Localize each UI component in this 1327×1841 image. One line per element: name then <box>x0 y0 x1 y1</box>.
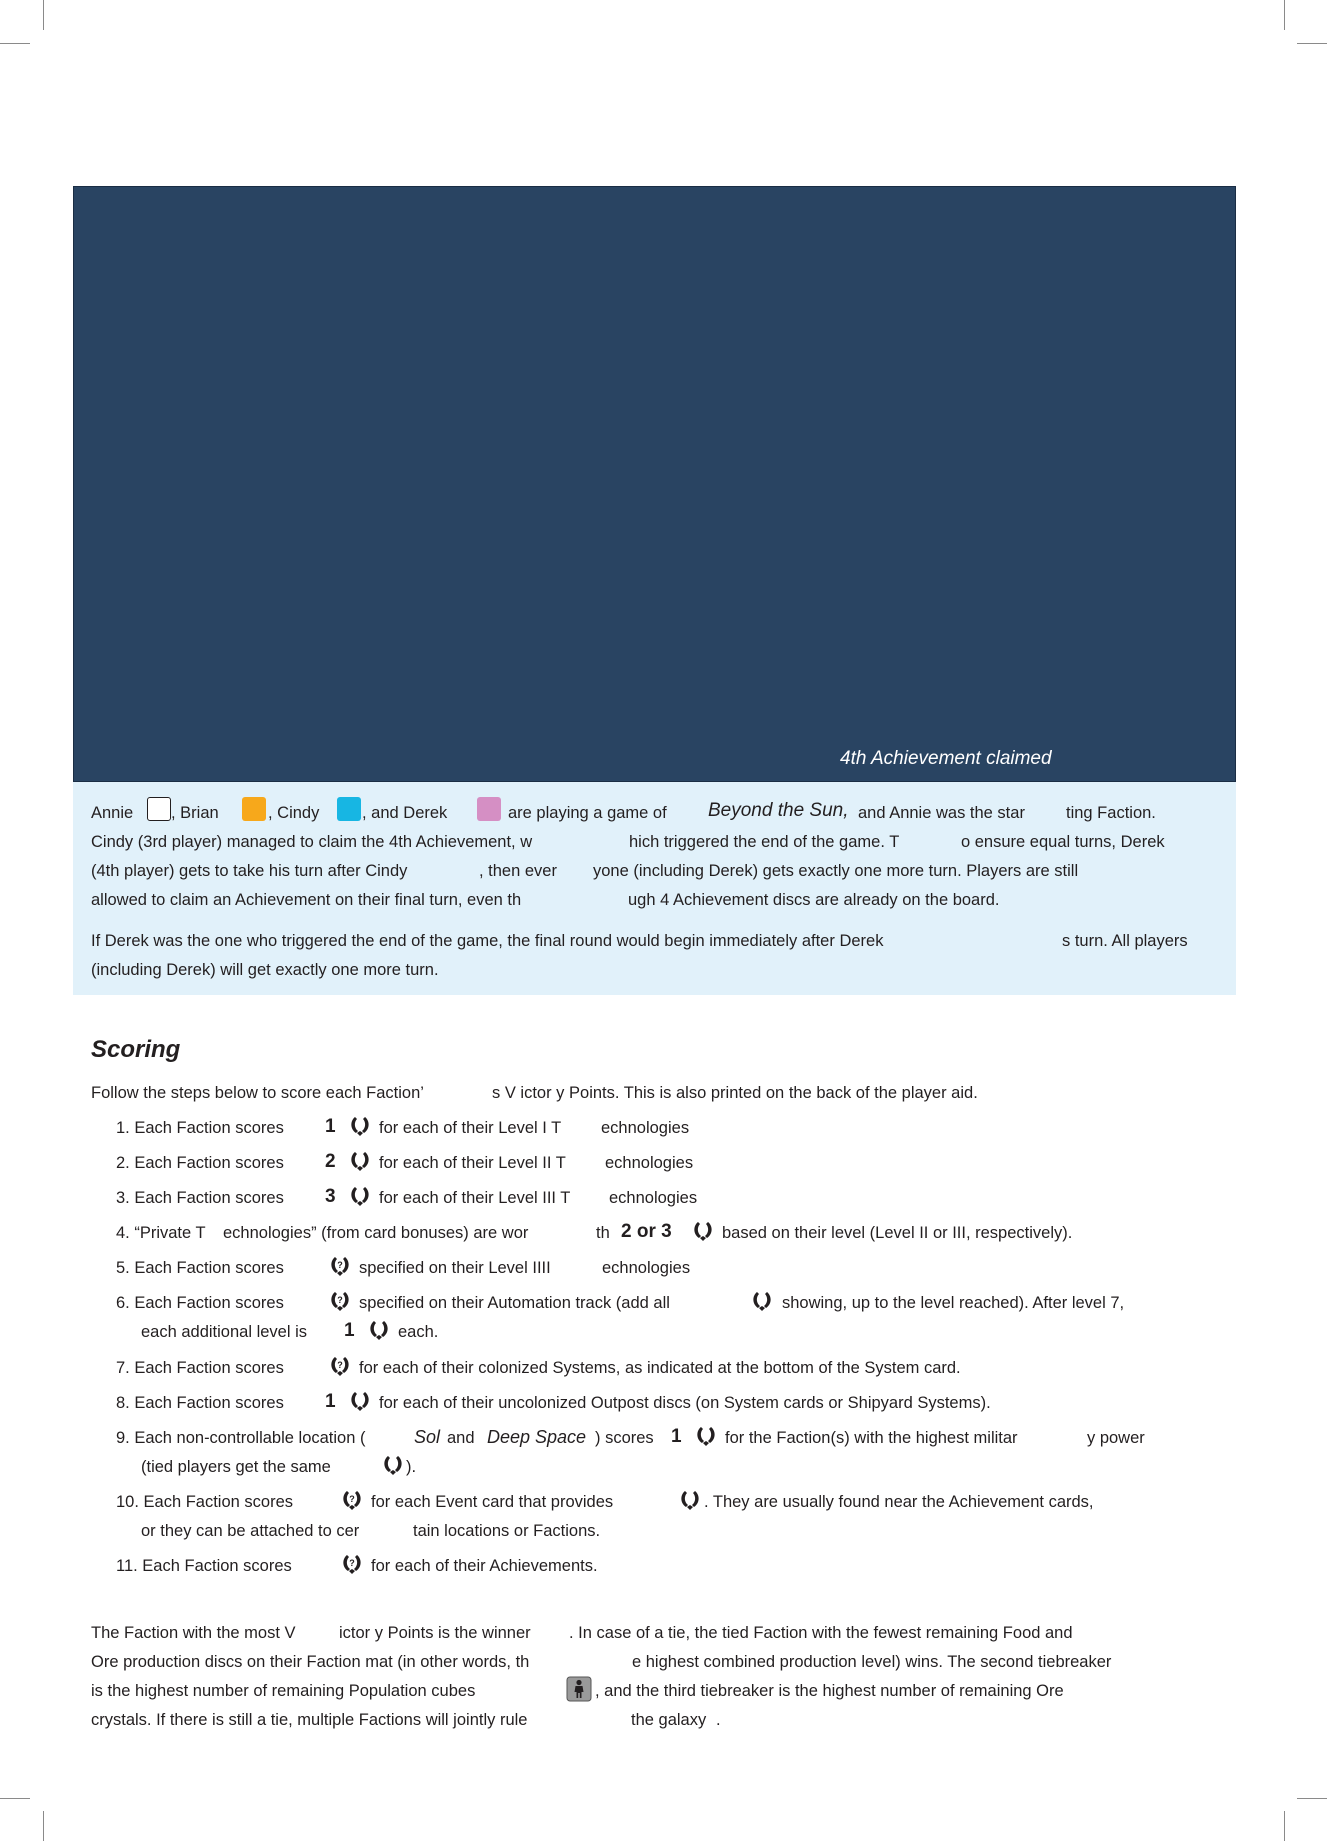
text: allowed to claim an Achievement on their final turn, even th <box>91 891 522 909</box>
variable-victory-point-icon <box>340 1551 364 1575</box>
text: Cindy (3rd player) managed to claim the 4th Achievement, w <box>91 833 533 851</box>
text: crystals. If there is still a tie, multiple Factions will jointly rule <box>91 1711 528 1729</box>
variable-victory-point-icon <box>340 1487 364 1511</box>
victory-point-icon <box>348 1388 372 1412</box>
game-title: Beyond the Sun, <box>708 800 849 821</box>
victory-point-icon <box>678 1487 702 1511</box>
victory-point-icon <box>367 1317 391 1341</box>
text: o ensure equal turns, Derek <box>961 833 1165 851</box>
population-cube-icon <box>566 1676 592 1702</box>
text: , and Derek <box>362 804 448 822</box>
vp-value: 1 <box>671 1426 682 1447</box>
image-caption: 4th Achievement claimed <box>840 748 1052 769</box>
text: Annie <box>91 804 134 822</box>
victory-point-icon <box>691 1218 715 1242</box>
list-item: 5. Each Faction scores <box>116 1259 284 1277</box>
text: tain locations or Factions. <box>413 1522 601 1540</box>
section-heading: Scoring <box>91 1036 181 1063</box>
text: or they can be attached to cer <box>141 1522 360 1540</box>
text: is the highest number of remaining Population cubes <box>91 1682 476 1700</box>
list-item: 7. Each Faction scores <box>116 1359 284 1377</box>
text: Follow the steps below to score each Faction’ <box>91 1084 424 1102</box>
crop-mark <box>1297 43 1327 44</box>
text: for each Event card that provides <box>371 1493 614 1511</box>
victory-point-icon <box>348 1148 372 1172</box>
text: hich triggered the end of the game. T <box>629 833 900 851</box>
text: ). <box>406 1458 417 1476</box>
text: The Faction with the most V <box>91 1624 296 1642</box>
text: If Derek was the one who triggered the end of the game, the final round would begin immediately after Derek <box>91 932 884 950</box>
text: . In case of a tie, the tied Faction with the fewest remaining Food and <box>569 1624 1073 1642</box>
text: echnologies” (from card bonuses) are wor <box>223 1224 529 1242</box>
text: e highest combined production level) wins. The second tiebreaker <box>632 1653 1112 1671</box>
list-item: 4. “Private T <box>116 1224 206 1242</box>
text: s turn. All players <box>1062 932 1188 950</box>
list-item: 11. Each Faction scores <box>116 1557 292 1575</box>
text: for each of their Level III T <box>379 1189 571 1207</box>
variable-victory-point-icon <box>328 1288 352 1312</box>
text: each. <box>398 1323 439 1341</box>
text: specified on their Level IIII <box>359 1259 551 1277</box>
list-item: 2. Each Faction scores <box>116 1154 284 1172</box>
list-item: 1. Each Faction scores <box>116 1119 284 1137</box>
text: for each of their colonized Systems, as indicated at the bottom of the System card. <box>359 1359 961 1377</box>
text: for each of their Level I T <box>379 1119 562 1137</box>
text: for the Faction(s) with the highest militar <box>725 1429 1018 1447</box>
list-item: 3. Each Faction scores <box>116 1189 284 1207</box>
text: are playing a game of <box>508 804 667 822</box>
victory-point-icon <box>694 1423 718 1447</box>
text: , Brian <box>171 804 219 822</box>
text: each additional level is <box>141 1323 308 1341</box>
svg-text:?: ? <box>349 1494 355 1504</box>
text: (4th player) gets to take his turn after Cindy <box>91 862 408 880</box>
list-item: 9. Each non-controllable location ( <box>116 1429 366 1447</box>
text: for each of their Level II T <box>379 1154 566 1172</box>
variable-victory-point-icon <box>328 1353 352 1377</box>
example-image <box>73 186 1236 782</box>
text: . <box>716 1711 721 1729</box>
text: th <box>596 1224 610 1242</box>
list-item: 10. Each Faction scores <box>116 1493 294 1511</box>
vp-value: 1 <box>325 1116 336 1137</box>
text: y power <box>1087 1429 1145 1447</box>
location-name: Sol <box>414 1427 441 1447</box>
svg-text:?: ? <box>349 1558 355 1568</box>
text: ) scores <box>595 1429 654 1447</box>
text: . They are usually found near the Achievement cards, <box>704 1493 1094 1511</box>
crop-mark <box>43 1811 44 1841</box>
text: , and the third tiebreaker is the highest number of remaining Ore <box>595 1682 1064 1700</box>
svg-text:?: ? <box>337 1295 343 1305</box>
vp-value: 1 <box>344 1320 355 1341</box>
text: Ore production discs on their Faction mat (in other words, th <box>91 1653 530 1671</box>
text: echnologies <box>601 1119 690 1137</box>
text: specified on their Automation track (add all <box>359 1294 670 1312</box>
crop-mark <box>0 43 30 44</box>
text: , Cindy <box>268 804 320 822</box>
crop-mark <box>1284 1811 1285 1841</box>
text: and Annie was the star <box>858 804 1025 822</box>
crop-mark <box>43 0 44 30</box>
victory-point-icon <box>348 1113 372 1137</box>
victory-point-icon <box>750 1288 774 1312</box>
text: s V ictor y Points. This is also printed on the back of the player aid. <box>492 1084 978 1102</box>
text: (tied players get the same <box>141 1458 331 1476</box>
text: (including Derek) will get exactly one more turn. <box>91 961 439 979</box>
text: echnologies <box>602 1259 691 1277</box>
vp-value: 3 <box>325 1186 336 1207</box>
derek-color-swatch <box>477 797 501 821</box>
text: ugh 4 Achievement discs are already on the board. <box>628 891 1000 909</box>
crop-mark <box>1297 1798 1327 1799</box>
text: echnologies <box>605 1154 694 1172</box>
crop-mark <box>1284 0 1285 30</box>
list-item: 8. Each Faction scores <box>116 1394 284 1412</box>
text: echnologies <box>609 1189 698 1207</box>
vp-value: 1 <box>325 1391 336 1412</box>
vp-value: 2 <box>325 1151 336 1172</box>
victory-point-icon <box>348 1183 372 1207</box>
text: yone (including Derek) gets exactly one more turn. Players are still <box>593 862 1079 880</box>
text: based on their level (Level II or III, respectively). <box>722 1224 1073 1242</box>
victory-point-icon <box>381 1452 405 1476</box>
list-item: 6. Each Faction scores <box>116 1294 284 1312</box>
vp-value: 2 or 3 <box>621 1221 672 1242</box>
svg-text:?: ? <box>337 1360 343 1370</box>
cindy-color-swatch <box>337 797 361 821</box>
crop-mark <box>0 1798 30 1799</box>
svg-text:?: ? <box>337 1260 343 1270</box>
brian-color-swatch <box>242 797 266 821</box>
text: for each of their uncolonized Outpost discs (on System cards or Shipyard Systems). <box>379 1394 991 1412</box>
text: ictor y Points is the winner <box>339 1624 531 1642</box>
variable-victory-point-icon <box>328 1253 352 1277</box>
text: and <box>447 1429 475 1447</box>
text: for each of their Achievements. <box>371 1557 598 1575</box>
annie-color-swatch <box>147 797 171 821</box>
text: ting Faction. <box>1066 804 1156 822</box>
location-name: Deep Space <box>487 1427 587 1447</box>
text: , then ever <box>479 862 557 880</box>
text: the galaxy <box>631 1711 707 1729</box>
text: showing, up to the level reached). After level 7, <box>782 1294 1125 1312</box>
